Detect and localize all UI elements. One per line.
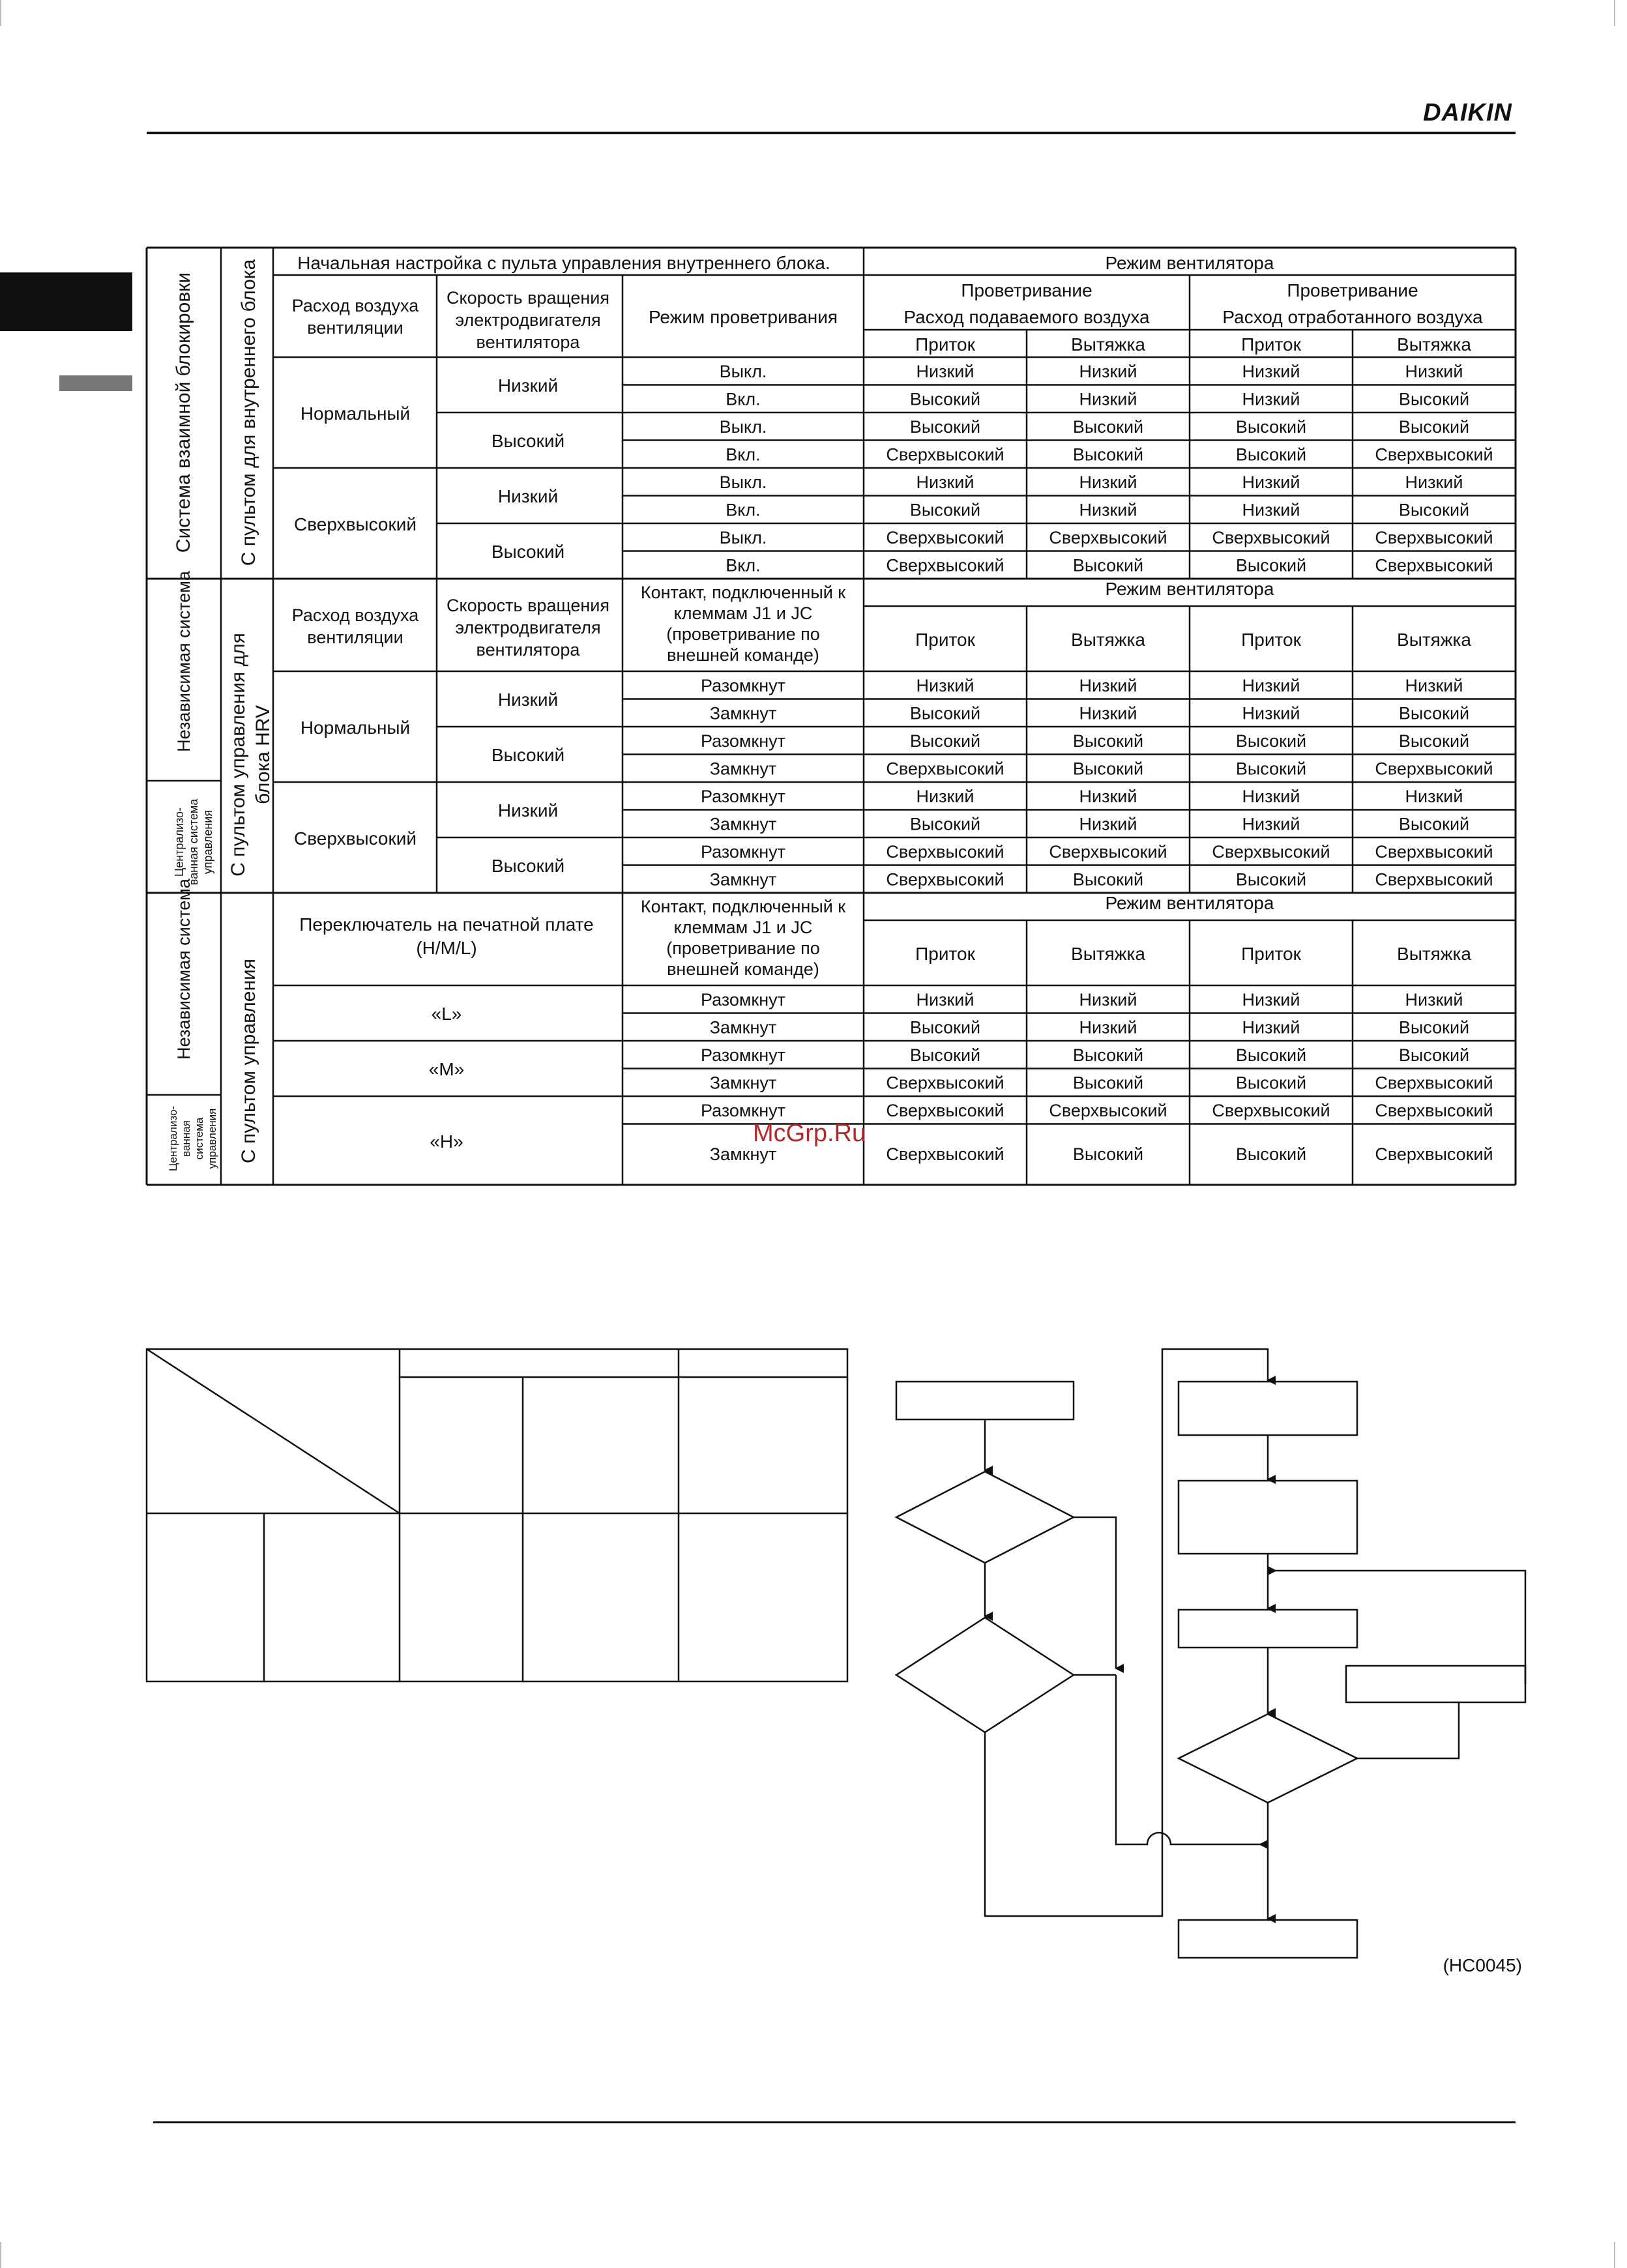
header-initial-setting: Начальная настройка с пульта управления внутреннего блока. [297,253,830,273]
cell-fan-mode: Сверхвысокий [886,1073,1004,1093]
cell-condition: Разомкнут [700,1101,786,1120]
cell-fan-mode: Сверхвысокий [1375,1101,1493,1120]
section-label-centralized-2: Централизо-ваннаясистемауправления [167,1105,218,1172]
cell-fan-mode: Высокий [1235,417,1307,437]
header-rule [147,132,1516,134]
flow-box-side [1346,1666,1525,1702]
cell-fan-mode: Высокий [1398,417,1470,437]
header-inflow: Приток [915,944,975,964]
header-contact: Контакт, подключенный к клеммам J1 и JC (проветривание по внешней команде) [640,583,846,665]
group-normal: Нормальный [300,718,411,738]
cell-fan-mode: Сверхвысокий [886,1144,1004,1164]
header-airing-supply: Проветривание [961,280,1092,300]
flow-decision-2 [896,1618,1074,1732]
flow-box-3 [1179,1610,1357,1648]
header-vent-flow: Расход воздуха вентиляции [291,296,419,338]
cell-condition: Выкл. [719,417,767,437]
cell-fan-mode: Низкий [916,990,975,1010]
section-label-centralized-1: Централизо- ванная система управления [173,798,214,886]
crop-mark [1614,0,1615,26]
header-outflow: Вытяжка [1397,630,1471,650]
cell-fan-mode: Низкий [1242,1017,1300,1038]
cell-fan-mode: Сверхвысокий [1375,1144,1493,1164]
speed-high: Высокий [491,542,565,562]
cell-fan-mode: Сверхвысокий [886,759,1004,779]
speed-low: Низкий [497,375,559,396]
cell-fan-mode: Высокий [909,500,981,520]
cell-condition: Вкл. [726,389,761,409]
crop-mark [1614,2242,1615,2268]
cell-fan-mode: Низкий [1242,472,1300,492]
cell-fan-mode: Высокий [909,814,981,834]
cell-condition: Замкнут [709,759,777,779]
cell-fan-mode: Низкий [1079,500,1137,520]
group-super-high: Сверхвысокий [293,828,417,849]
header-fan-mode: Режим вентилятора [1105,579,1274,599]
cell-condition: Разомкнут [700,1045,786,1065]
cell-fan-mode: Сверхвысокий [886,528,1004,547]
cell-fan-mode: Высокий [909,389,981,409]
cell-fan-mode: Высокий [909,703,981,723]
cell-fan-mode: Высокий [1072,555,1144,575]
switch-L: «L» [431,1004,462,1024]
cell-fan-mode: Высокий [1235,1073,1307,1093]
section-label-hrv-remote: С пультом управления для блока HRV [227,633,274,877]
speed-low: Низкий [497,486,559,506]
cell-fan-mode: Низкий [1242,703,1300,723]
watermark: McGrp.Ru [753,1120,866,1147]
cell-fan-mode: Низкий [1405,362,1463,381]
section-label-indoor-remote: С пультом для внутреннего блока [238,259,259,566]
cell-fan-mode: Высокий [1235,555,1307,575]
flow-box-2 [1179,1481,1357,1554]
speed-low: Низкий [497,800,559,821]
cell-fan-mode: Низкий [1242,362,1300,381]
header-inflow: Приток [915,334,975,355]
empty-table-frame [147,1349,847,1681]
cell-fan-mode: Низкий [1242,500,1300,520]
cell-fan-mode: Сверхвысокий [1049,528,1167,547]
cell-fan-mode: Низкий [1079,389,1137,409]
cell-fan-mode: Низкий [1079,787,1137,806]
cell-condition: Замкнут [709,1017,777,1038]
cell-fan-mode: Сверхвысокий [1375,842,1493,862]
cell-fan-mode: Сверхвысокий [1375,869,1493,890]
header-outflow: Вытяжка [1071,334,1145,355]
group-super-high: Сверхвысокий [293,514,417,534]
cell-condition: Выкл. [719,362,767,381]
blank-table-and-flowchart [147,1343,1529,1968]
cell-condition: Замкнут [709,1144,777,1164]
switch-H: «H» [430,1131,463,1152]
cell-condition: Разомкнут [700,842,786,862]
cell-fan-mode: Сверхвысокий [1375,1073,1493,1093]
speed-high: Высокий [491,431,565,451]
flow-box-end [1179,1920,1357,1958]
cell-condition: Разомкнут [700,990,786,1010]
cell-condition: Разомкнут [700,787,786,806]
switch-M: «M» [428,1059,465,1079]
header-contact: Контакт, подключенный к клеммам J1 и JC (проветривание по внешней команде) [640,897,846,979]
cell-fan-mode: Высокий [1398,1045,1470,1065]
cell-fan-mode: Высокий [1072,444,1144,465]
cell-fan-mode: Высокий [1398,814,1470,834]
figure-code: (HC0045) [1443,1955,1522,1975]
cell-fan-mode: Сверхвысокий [1375,555,1493,575]
header-inflow: Приток [1241,334,1301,355]
header-motor-speed: Скорость вращения электродвигателя вентилятора [446,288,610,352]
speed-low: Низкий [497,690,559,710]
header-fan-mode: Режим вентилятора [1105,253,1274,273]
cell-condition: Вкл. [726,555,761,575]
header-outflow: Вытяжка [1071,630,1145,650]
header-inflow: Приток [1241,944,1301,964]
crop-mark [0,0,1,26]
flow-decision-3 [1179,1714,1357,1803]
cell-fan-mode: Высокий [909,417,981,437]
flow-decision-1 [896,1472,1074,1563]
cell-fan-mode: Высокий [1072,869,1144,890]
ventilation-mode-table [147,246,1516,1185]
cell-fan-mode: Низкий [1242,814,1300,834]
cell-condition: Выкл. [719,528,767,547]
cell-fan-mode: Сверхвысокий [1375,759,1493,779]
cell-fan-mode: Низкий [1242,787,1300,806]
header-outflow: Вытяжка [1397,334,1471,355]
cell-fan-mode: Высокий [1072,417,1144,437]
cell-condition: Разомкнут [700,731,786,751]
cell-fan-mode: Низкий [1405,472,1463,492]
cell-fan-mode: Высокий [1235,1144,1307,1164]
cell-fan-mode: Сверхвысокий [1375,444,1493,465]
cell-fan-mode: Высокий [1072,1144,1144,1164]
section-label-remote: С пультом управления [238,958,259,1164]
cell-fan-mode: Высокий [1072,731,1144,751]
header-inflow: Приток [915,630,975,650]
cell-fan-mode: Сверхвысокий [886,1101,1004,1120]
cell-fan-mode: Высокий [1235,1045,1307,1065]
group-normal: Нормальный [300,403,411,424]
header-outflow: Вытяжка [1071,944,1145,964]
section-label-independent-2: Независимая система [174,879,194,1060]
cell-fan-mode: Низкий [1405,990,1463,1010]
cell-fan-mode: Низкий [1405,676,1463,695]
cell-condition: Выкл. [719,472,767,492]
flow-box-1 [1179,1382,1357,1435]
cell-fan-mode: Сверхвысокий [1212,1101,1330,1120]
header-pcb-switch: Переключатель на печатной плате (H/M/L) [299,914,594,958]
cell-fan-mode: Высокий [1235,731,1307,751]
cell-fan-mode: Высокий [1235,444,1307,465]
header-exhaust-flow: Расход отработанного воздуха [1222,307,1483,327]
cell-fan-mode: Низкий [1405,787,1463,806]
cell-fan-mode: Низкий [1242,676,1300,695]
cell-fan-mode: Сверхвысокий [1375,528,1493,547]
cell-fan-mode: Сверхвысокий [1212,842,1330,862]
cell-fan-mode: Сверхвысокий [1049,1101,1167,1120]
brand-logo: DAIKIN [1423,99,1512,126]
section-marker [59,375,132,391]
header-airing-exhaust: Проветривание [1287,280,1418,300]
cell-condition: Вкл. [726,444,761,465]
cell-fan-mode: Высокий [1398,500,1470,520]
cell-fan-mode: Низкий [1079,814,1137,834]
section-tab [0,272,132,331]
cell-fan-mode: Сверхвысокий [886,444,1004,465]
header-inflow: Приток [1241,630,1301,650]
header-motor-speed: Скорость вращения электродвигателя вентилятора [446,596,610,660]
cell-fan-mode: Низкий [1079,676,1137,695]
footer-rule [153,2121,1516,2123]
cell-fan-mode: Низкий [1079,472,1137,492]
cell-condition: Разомкнут [700,676,786,695]
speed-high: Высокий [491,745,565,765]
cell-condition: Замкнут [709,814,777,834]
cell-fan-mode: Высокий [1235,759,1307,779]
cell-fan-mode: Высокий [909,1045,981,1065]
cell-fan-mode: Низкий [916,676,975,695]
cell-condition: Замкнут [709,1073,777,1093]
cell-fan-mode: Низкий [1079,362,1137,381]
section-label-independent: Независимая система [174,571,194,752]
flow-box-start [896,1382,1074,1419]
cell-fan-mode: Сверхвысокий [886,842,1004,862]
cell-fan-mode: Низкий [1079,990,1137,1010]
cell-fan-mode: Высокий [1235,869,1307,890]
cell-fan-mode: Высокий [909,1017,981,1038]
header-outflow: Вытяжка [1397,944,1471,964]
cell-condition: Замкнут [709,703,777,723]
cell-fan-mode: Низкий [1242,990,1300,1010]
cell-fan-mode: Высокий [1398,731,1470,751]
header-supply-flow: Расход подаваемого воздуха [903,307,1150,327]
cell-fan-mode: Низкий [1242,389,1300,409]
speed-high: Высокий [491,856,565,876]
cell-condition: Вкл. [726,500,761,520]
cell-fan-mode: Сверхвысокий [886,555,1004,575]
cell-fan-mode: Низкий [916,362,975,381]
cell-fan-mode: Высокий [909,731,981,751]
cell-fan-mode: Высокий [1398,1017,1470,1038]
crop-mark [0,2242,1,2268]
cell-fan-mode: Низкий [916,787,975,806]
cell-fan-mode: Низкий [1079,703,1137,723]
cell-fan-mode: Низкий [916,472,975,492]
header-fan-mode: Режим вентилятора [1105,893,1274,913]
cell-fan-mode: Сверхвысокий [1049,842,1167,862]
section-label-interlock: Система взаимной блокировки [173,272,194,553]
cell-fan-mode: Высокий [1398,703,1470,723]
cell-fan-mode: Высокий [1072,759,1144,779]
cell-fan-mode: Низкий [1079,1017,1137,1038]
header-vent-mode: Режим проветривания [648,307,838,327]
cell-fan-mode: Высокий [1398,389,1470,409]
cell-condition: Замкнут [709,869,777,890]
header-vent-flow: Расход воздуха вентиляции [291,605,419,647]
cell-fan-mode: Сверхвысокий [1212,528,1330,547]
cell-fan-mode: Высокий [1072,1045,1144,1065]
cell-fan-mode: Сверхвысокий [886,869,1004,890]
cell-fan-mode: Высокий [1072,1073,1144,1093]
